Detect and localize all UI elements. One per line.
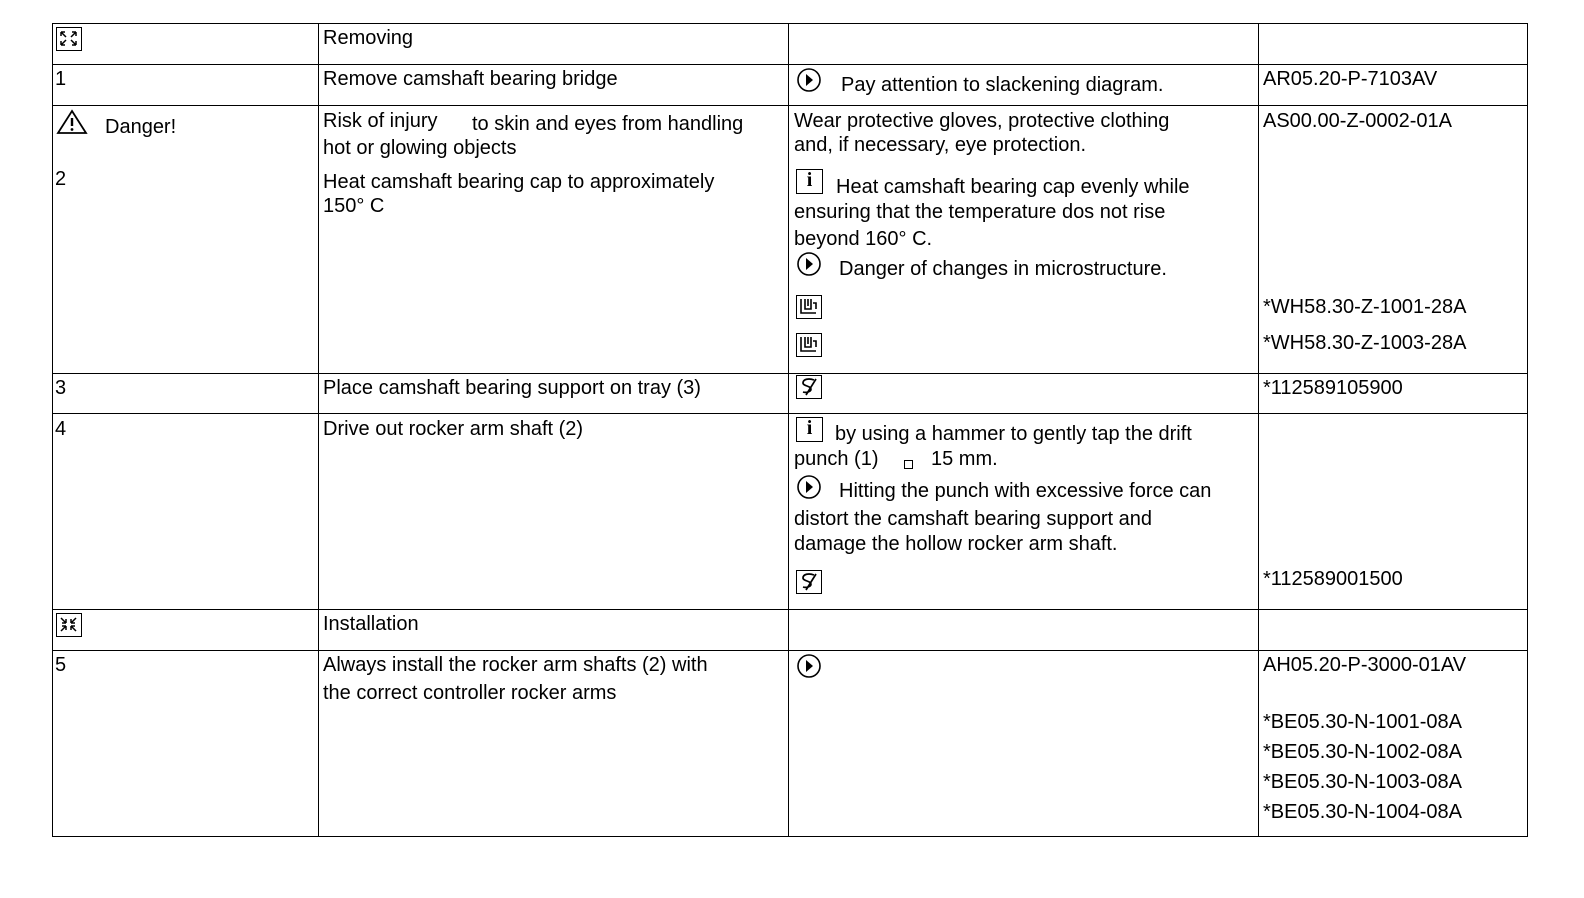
step-note: Pay attention to slackening diagram.: [841, 74, 1164, 96]
step-note: distort the camshaft bearing support and: [794, 508, 1152, 530]
reference-link[interactable]: *BE05.30-N-1001-08A: [1263, 711, 1463, 733]
dimension-symbol-icon: [904, 460, 913, 469]
info-text: punch (1): [794, 448, 879, 470]
installation-symbol-icon: [56, 613, 82, 637]
column-divider: [1258, 24, 1259, 836]
step-action: Place camshaft bearing support on tray (3): [323, 377, 701, 399]
row-divider: [53, 373, 1527, 374]
step-note: Danger of changes in microstructure.: [839, 258, 1167, 280]
info-icon: i: [796, 169, 823, 194]
reference-link[interactable]: AH05.20-P-3000-01AV: [1263, 654, 1467, 676]
info-icon: i: [796, 417, 823, 442]
section-title-removing: Removing: [323, 27, 414, 49]
row-divider: [53, 609, 1527, 610]
workshop-manual-icon: [796, 333, 822, 357]
risk-text: hot or glowing objects: [323, 137, 517, 159]
removal-symbol-icon: [56, 27, 82, 51]
reference-link[interactable]: *112589105900: [1263, 377, 1403, 399]
reference-link[interactable]: *BE05.30-N-1002-08A: [1263, 741, 1463, 763]
step-number: 3: [55, 377, 67, 399]
special-tool-icon: [796, 375, 822, 399]
danger-label: Danger!: [105, 116, 177, 138]
info-text: by using a hammer to gently tap the drift: [835, 423, 1192, 445]
step-action: 150° C: [323, 195, 385, 217]
info-text: 15 mm.: [931, 448, 998, 470]
info-text: beyond 160° C.: [794, 228, 933, 250]
column-divider: [788, 24, 789, 836]
reference-link[interactable]: *BE05.30-N-1004-08A: [1263, 801, 1463, 823]
reference-link[interactable]: *112589001500: [1263, 568, 1403, 590]
row-divider: [53, 105, 1527, 106]
info-text: Heat camshaft bearing cap evenly while: [836, 176, 1190, 198]
info-text: ensuring that the temperature dos not rise: [794, 201, 1166, 223]
attention-icon: [796, 474, 822, 500]
reference-link[interactable]: *WH58.30-Z-1003-28A: [1263, 332, 1467, 354]
special-tool-icon: [796, 570, 822, 594]
risk-text: Risk of injury: [323, 110, 438, 132]
protection-text: Wear protective gloves, protective clothing: [794, 110, 1170, 132]
protection-text: and, if necessary, eye protection.: [794, 134, 1087, 156]
step-action: Heat camshaft bearing cap to approximately: [323, 171, 715, 193]
attention-icon: [796, 67, 822, 93]
step-action: the correct controller rocker arms: [323, 682, 617, 704]
workshop-manual-icon: [796, 295, 822, 319]
attention-icon: [796, 653, 822, 679]
step-action: Drive out rocker arm shaft (2): [323, 418, 584, 440]
attention-icon: [796, 251, 822, 277]
row-divider: [53, 650, 1527, 651]
reference-link[interactable]: *BE05.30-N-1003-08A: [1263, 771, 1463, 793]
reference-link[interactable]: AS00.00-Z-0002-01A: [1263, 110, 1453, 132]
row-divider: [53, 64, 1527, 65]
step-number: 5: [55, 654, 67, 676]
procedure-table: [52, 23, 1528, 837]
section-title-installation: Installation: [323, 613, 419, 635]
reference-link[interactable]: *WH58.30-Z-1001-28A: [1263, 296, 1467, 318]
step-number: 2: [55, 168, 67, 190]
step-note: damage the hollow rocker arm shaft.: [794, 533, 1118, 555]
risk-text: to skin and eyes from handling: [472, 113, 744, 135]
danger-icon: [56, 109, 88, 135]
step-action: Remove camshaft bearing bridge: [323, 68, 618, 90]
step-number: 1: [55, 68, 67, 90]
step-note: Hitting the punch with excessive force can: [839, 480, 1212, 502]
column-divider: [318, 24, 319, 836]
row-divider: [53, 413, 1527, 414]
reference-link[interactable]: AR05.20-P-7103AV: [1263, 68, 1438, 90]
step-action: Always install the rocker arm shafts (2) with: [323, 654, 708, 676]
step-number: 4: [55, 418, 67, 440]
